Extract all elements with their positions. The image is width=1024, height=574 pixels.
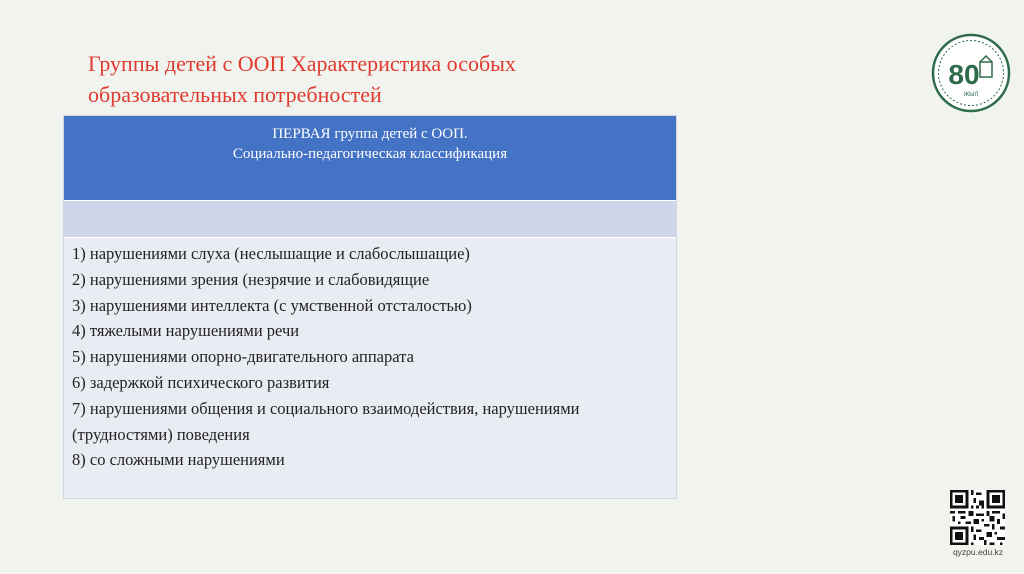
website-url: qyzpu.edu.kz: [952, 547, 1004, 557]
list-item: 3) нарушениями интеллекта (с умственной отсталостью): [72, 295, 472, 315]
list-item: 1) нарушениями слуха (неслышащие и слабослышащие): [72, 244, 470, 263]
table-header-line-2: Социально-педагогическая классификация: [232, 146, 508, 162]
list-item: 5) нарушениями опорно-двигательного аппарата: [72, 347, 414, 367]
university-80-years-logo-icon: [931, 33, 1011, 113]
table-header: [64, 116, 676, 201]
table-body: [64, 238, 676, 473]
slide-title-line-1: Группы детей с ООП Характеристика особых: [88, 51, 516, 76]
logo-caption: ЖЫЛ: [963, 92, 979, 98]
list-item: 7) нарушениями общения и социального взаимодействия, нарушениями: [72, 398, 580, 418]
slide-title: [88, 48, 648, 110]
list-item: 6) задержкой психического развития: [72, 372, 330, 392]
list-item: 4) тяжелыми нарушениями речи: [72, 321, 300, 341]
list-item: 8) со сложными нарушениями: [72, 450, 285, 470]
list-item: (трудностями) поведения: [72, 424, 250, 444]
slide-title-line-2: образовательных потребностей: [88, 82, 382, 107]
list-item: 2) нарушениями зрения (незрячие и слабовидящие: [72, 269, 430, 289]
table-empty-row: [64, 201, 676, 238]
table-header-line-1: ПЕРВАЯ группа детей с ООП.: [272, 126, 468, 142]
logo-number: 80: [948, 59, 980, 90]
classification-table: [63, 115, 677, 499]
qr-code-icon: [950, 490, 1005, 545]
